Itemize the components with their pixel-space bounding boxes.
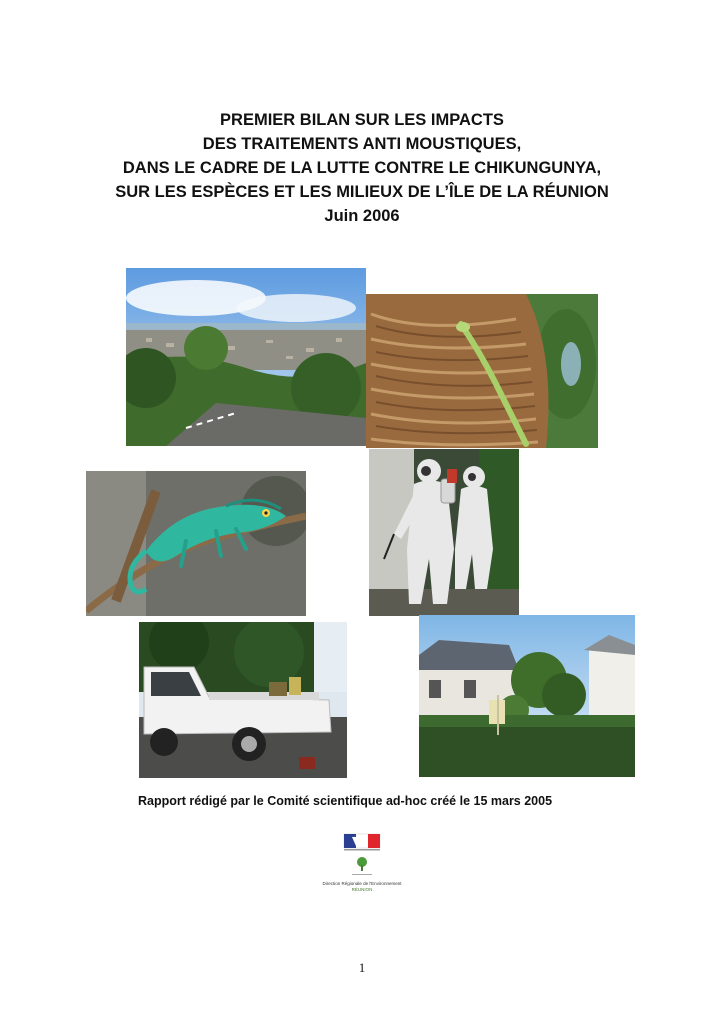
photo-gecko-on-bark bbox=[366, 294, 598, 448]
photo-city-landscape bbox=[126, 268, 366, 446]
title-line-3: DANS LE CADRE DE LA LUTTE CONTRE LE CHIKUNGUNYA, bbox=[122, 159, 602, 177]
photo-pickup-truck bbox=[139, 622, 347, 778]
logo-caption bbox=[318, 881, 406, 893]
photo-spraying-workers bbox=[369, 449, 519, 616]
report-credit: Rapport rédigé par le Comité scientifique ad-hoc créé le 15 mars 2005 bbox=[138, 794, 553, 808]
photo-chameleon bbox=[86, 471, 306, 616]
title-line-1: PREMIER BILAN SUR LES IMPACTS bbox=[220, 111, 504, 129]
page-number: 1 bbox=[358, 960, 366, 975]
logo-caption-line2: RÉUNION bbox=[351, 887, 373, 892]
logo-caption-line1: Direction Régionale de l'Environnement bbox=[322, 881, 402, 886]
document-title bbox=[0, 108, 724, 228]
title-line-2: DES TRAITEMENTS ANTI MOUSTIQUES, bbox=[202, 135, 522, 153]
title-line-4: SUR LES ESPÈCES ET LES MILIEUX DE L’ÎLE DE LA RÉUNION bbox=[115, 183, 609, 201]
title-date: Juin 2006 bbox=[324, 207, 400, 225]
photo-house-garden bbox=[419, 615, 635, 777]
